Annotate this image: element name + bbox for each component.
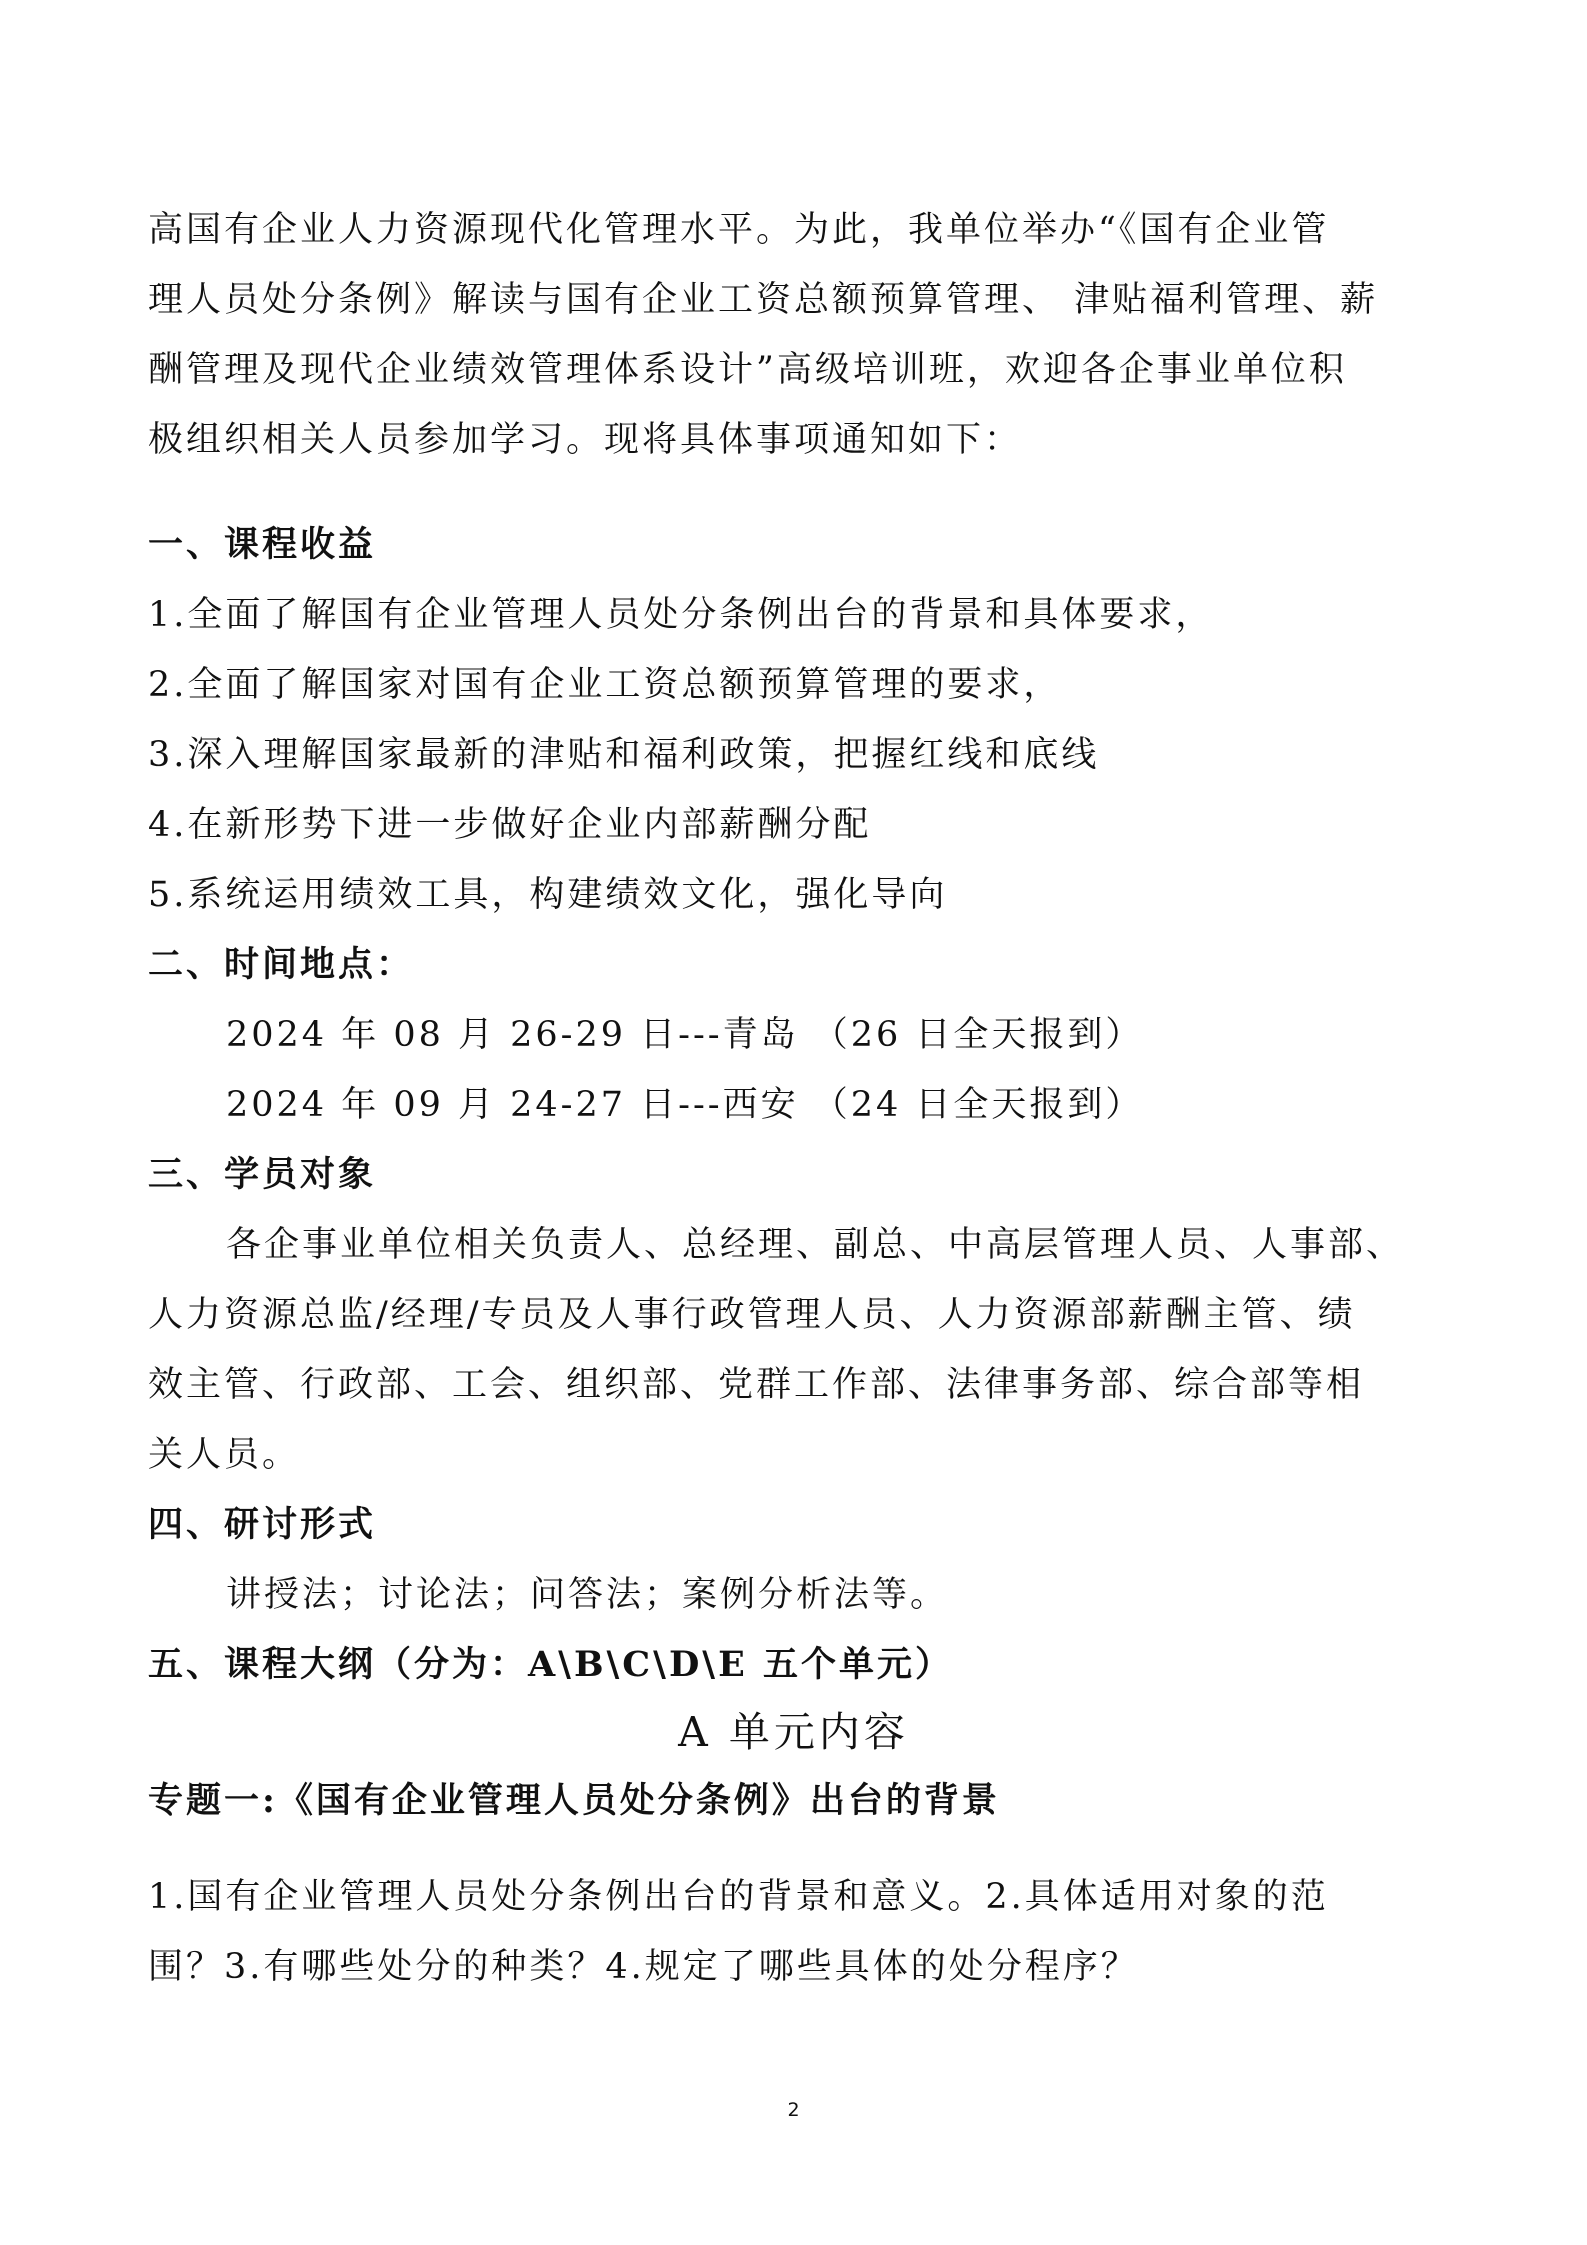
intro-line-3: 酬管理及现代企业绩效管理体系设计”高级培训班，欢迎各企事业单位积 — [148, 350, 1347, 390]
section-heading-audience: 三、学员对象 — [148, 1154, 377, 1195]
audience-line-1: 各企事业单位相关负责人、总经理、副总、中高层管理人员、人事部、 — [226, 1225, 1405, 1265]
unit-a-title: A 单元内容 — [678, 1708, 909, 1756]
audience-line-2: 人力资源总监/经理/专员及人事行政管理人员、人力资源部薪酬主管、绩 — [148, 1295, 1356, 1335]
topic-one-line-2: 围？3.有哪些处分的种类？4.规定了哪些具体的处分程序？ — [148, 1947, 1139, 1987]
benefit-item-1: 1.全面了解国有企业管理人员处分条例出台的背景和具体要求， — [148, 595, 1214, 635]
benefit-item-5: 5.系统运用绩效工具，构建绩效文化，强化导向 — [148, 875, 948, 915]
intro-line-2: 理人员处分条例》解读与国有企业工资总额预算管理、 津贴福利管理、薪 — [148, 280, 1379, 320]
benefit-item-2: 2.全面了解国家对国有企业工资总额预算管理的要求， — [148, 665, 1062, 705]
section-heading-benefits: 一、课程收益 — [148, 524, 377, 565]
format-text: 讲授法；讨论法；问答法；案例分析法等。 — [226, 1575, 949, 1615]
topic-one-line-1: 1.国有企业管理人员处分条例出台的背景和意义。2.具体适用对象的范 — [148, 1877, 1329, 1917]
schedule-item-xian: 2024 年 09 月 24-27 日---西安 （24 日全天报到） — [226, 1085, 1144, 1125]
intro-line-1: 高国有企业人力资源现代化管理水平。为此，我单位举办“《国有企业管 — [148, 210, 1330, 250]
benefit-item-3: 3.深入理解国家最新的津贴和福利政策，把握红线和底线 — [148, 735, 1100, 775]
audience-line-3: 效主管、行政部、工会、组织部、党群工作部、法律事务部、综合部等相 — [148, 1365, 1365, 1405]
schedule-item-qingdao: 2024 年 08 月 26-29 日---青岛 （26 日全天报到） — [226, 1015, 1144, 1055]
audience-line-4: 关人员。 — [148, 1435, 301, 1475]
page-number: 2 — [787, 2099, 800, 2121]
benefit-item-4: 4.在新形势下进一步做好企业内部薪酬分配 — [148, 805, 872, 845]
intro-line-4: 极组织相关人员参加学习。现将具体事项通知如下： — [148, 420, 1023, 460]
section-heading-outline: 五、课程大纲（分为：A\B\C\D\E 五个单元） — [148, 1644, 953, 1685]
topic-one-title: 专题一:《国有企业管理人员处分条例》出台的背景 — [148, 1780, 1000, 1821]
section-heading-format: 四、研讨形式 — [148, 1504, 377, 1545]
section-heading-schedule: 二、时间地点： — [148, 944, 415, 985]
